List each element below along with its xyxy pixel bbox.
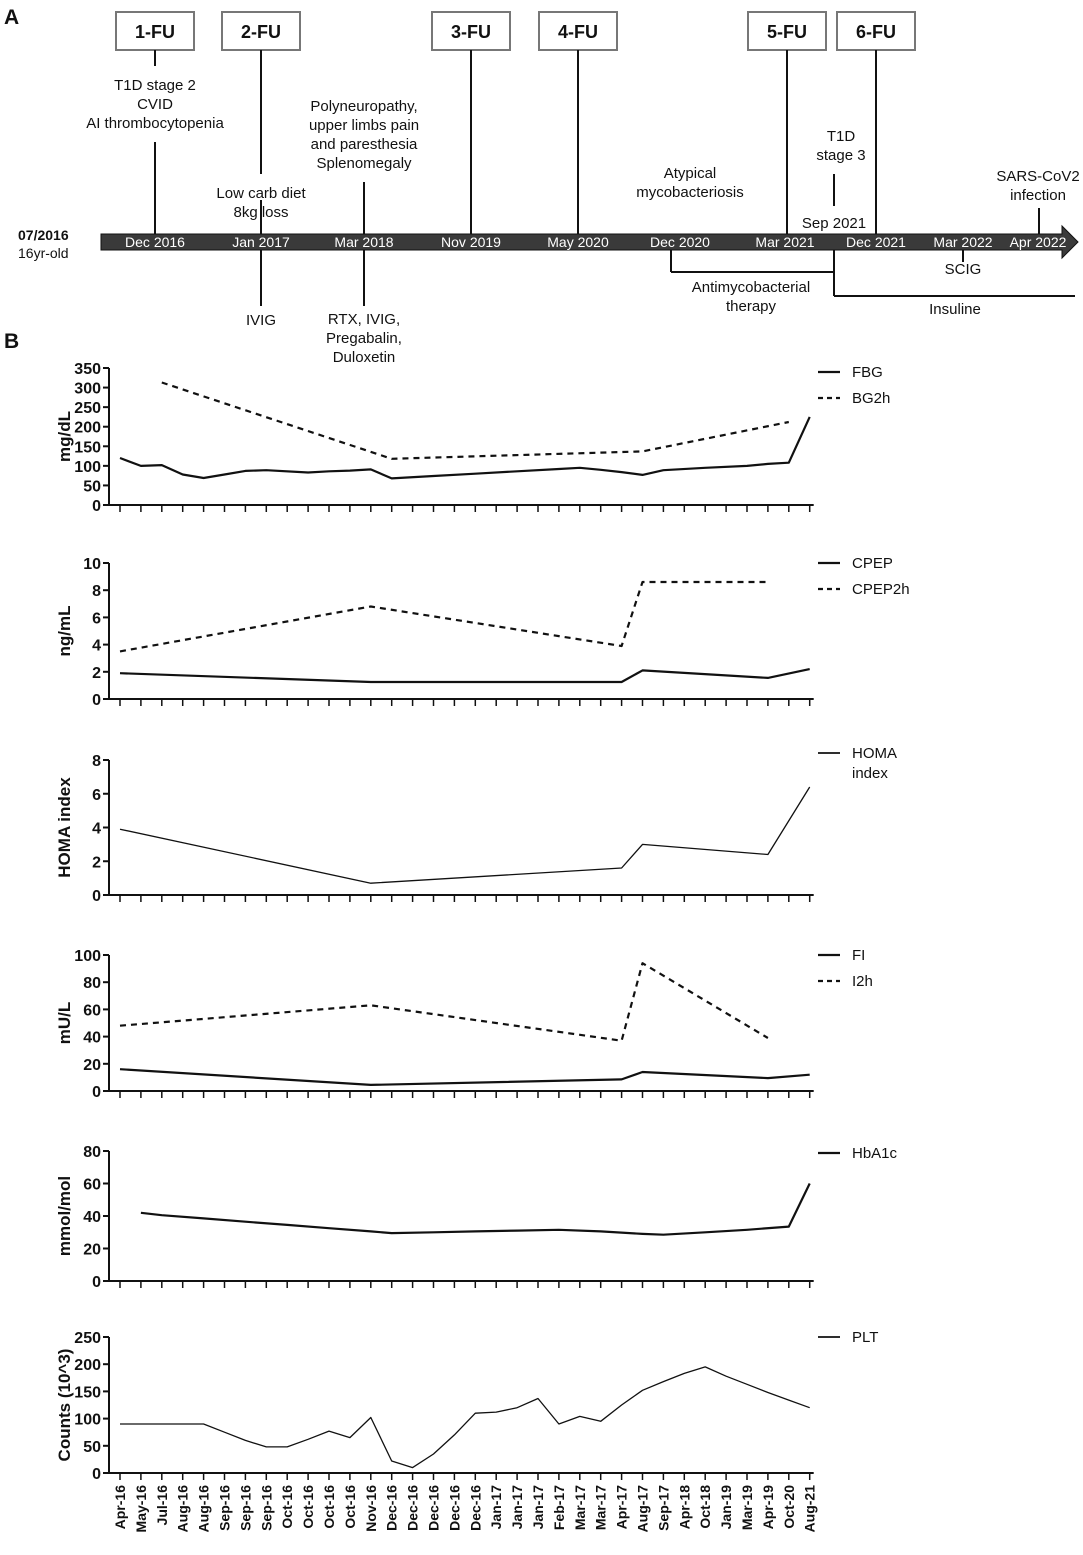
y-tick-label: 20 — [83, 1241, 101, 1259]
x-tick-label: Oct-20 — [780, 1485, 797, 1529]
series-line-cpep — [120, 669, 810, 682]
x-tick-label: Jan-17 — [488, 1485, 505, 1530]
y-tick-label: 200 — [74, 1357, 101, 1375]
event-above-2-line: upper limbs pain — [308, 117, 420, 134]
timeline — [18, 12, 1080, 366]
event-above-4-line: stage 3 — [816, 147, 866, 164]
x-tick-label: May-16 — [132, 1485, 149, 1533]
y-tick-label: 60 — [83, 1176, 101, 1194]
event-below-1-line: Duloxetin — [332, 349, 396, 366]
series-line-homa-index — [120, 787, 810, 883]
event-below-2 — [945, 261, 982, 278]
y-tick-label: 250 — [74, 400, 101, 418]
x-tick-label: Jan-19 — [718, 1485, 735, 1530]
y-tick-label: 2 — [92, 854, 101, 872]
x-tick-label: Sep-16 — [237, 1485, 254, 1531]
timeline-connectors — [155, 50, 1075, 306]
legend-label-part: HOMA — [852, 745, 897, 762]
event-above-3-line: mycobacteriosis — [636, 184, 744, 201]
x-tick-label: Mar-19 — [739, 1485, 755, 1531]
event-above-6-line: infection — [1010, 187, 1066, 204]
followup-label: 6-FU — [856, 22, 896, 42]
x-tick-label: Dec-16 — [446, 1485, 463, 1531]
y-tick-label: 350 — [74, 361, 101, 378]
event-above-2-line: Splenomegaly — [316, 155, 412, 172]
event-above-6-line: SARS-CoV2 — [996, 168, 1080, 185]
therapy-0-line: Antimycobacterial — [691, 279, 811, 296]
chart-5 — [55, 1329, 878, 1532]
chart-1 — [55, 555, 910, 709]
y-tick-label: 100 — [74, 458, 101, 476]
x-tick-label: Mar-17 — [571, 1485, 588, 1531]
y-tick-label: 0 — [92, 888, 101, 905]
legend-label: FBG — [852, 364, 883, 381]
event-below-0-line: IVIG — [245, 312, 277, 329]
legend-label: BG2h — [852, 390, 891, 407]
event-above-0-line: AI thrombocytopenia — [86, 115, 224, 132]
y-tick-label: 40 — [83, 1029, 101, 1047]
y-tick-label: 60 — [83, 1002, 101, 1020]
timeline-date-4: May 2020 — [547, 234, 609, 250]
therapy-0-line: therapy — [725, 298, 777, 315]
followup-label: 4-FU — [558, 22, 598, 42]
chart-3 — [55, 947, 873, 1101]
legend-label-part: index — [852, 765, 888, 782]
event-above-1-line: 8kg loss — [233, 204, 289, 221]
timeline-start-date: 07/2016 — [18, 227, 69, 243]
y-tick-label: 80 — [83, 1144, 101, 1161]
legend-label: CPEP — [852, 555, 893, 572]
y-axis-label: HOMA index — [55, 777, 74, 878]
event-above-1-line: Low carb diet — [216, 185, 306, 202]
x-tick-label: Jan-17 — [530, 1485, 546, 1530]
legend-label — [852, 745, 897, 782]
event-above-3-line: Atypical — [663, 165, 717, 182]
x-tick-label: Apr-18 — [676, 1485, 693, 1530]
y-tick-label: 8 — [92, 583, 101, 601]
followup-box-2 — [222, 12, 300, 50]
event-above-3 — [636, 165, 744, 201]
series-line-cpep2h — [120, 582, 768, 651]
y-axis-label: mg/dL — [55, 411, 74, 462]
x-tick-label: Apr-16 — [112, 1485, 128, 1530]
therapy-1-line: Insuline — [929, 301, 981, 318]
event-above-0-line: CVID — [137, 96, 173, 113]
event-above-4 — [816, 128, 865, 164]
x-tick-label: Oct-16 — [341, 1485, 358, 1529]
x-tick-label: Apr-19 — [759, 1485, 776, 1530]
followup-box-4 — [539, 12, 617, 50]
y-tick-label: 250 — [74, 1330, 101, 1347]
series-line-i2h — [120, 963, 768, 1040]
event-below-0 — [246, 312, 276, 329]
event-below-1-line: Pregabalin, — [326, 330, 402, 347]
event-above-2-line: Polyneuropathy, — [310, 98, 418, 115]
followup-boxes — [116, 12, 915, 50]
chart-0 — [55, 361, 890, 515]
series-line-fbg — [120, 417, 810, 479]
y-tick-label: 200 — [74, 419, 101, 437]
x-tick-label: Aug-21 — [801, 1485, 818, 1533]
x-tick-label: Oct-16 — [300, 1485, 317, 1529]
y-tick-label: 0 — [92, 692, 101, 709]
y-tick-label: 150 — [74, 439, 101, 457]
panel-label-b: B — [4, 330, 20, 353]
series-line-bg2h — [162, 383, 789, 459]
followup-box-1 — [116, 12, 194, 50]
x-tick-label: Dec-16 — [404, 1485, 421, 1531]
followup-box-3 — [432, 12, 510, 50]
x-tick-label: Dec-16 — [467, 1485, 484, 1531]
y-tick-label: 0 — [92, 498, 101, 515]
event-below-1-line: RTX, IVIG, — [327, 311, 401, 328]
x-tick-label: Nov-16 — [362, 1485, 379, 1532]
event-below-2-line: SCIG — [944, 261, 982, 278]
x-tick-label: Aug-16 — [174, 1485, 191, 1533]
series-line-plt — [120, 1367, 810, 1468]
timeline-date-7: Dec 2021 — [846, 234, 906, 250]
therapy-1 — [929, 301, 981, 318]
y-tick-label: 80 — [83, 975, 101, 993]
timeline-events — [86, 77, 1079, 366]
event-above-2 — [309, 98, 419, 172]
x-tick-label: Oct-18 — [697, 1485, 714, 1529]
followup-label: 3-FU — [451, 22, 491, 42]
charts — [55, 361, 910, 1532]
chart-2 — [55, 745, 897, 905]
x-tick-label: Feb-17 — [550, 1485, 567, 1531]
x-tick-label: Oct-16 — [321, 1485, 337, 1529]
y-tick-label: 0 — [92, 1466, 101, 1483]
y-tick-label: 6 — [92, 610, 101, 628]
legend-label: FI — [852, 947, 866, 964]
series-line-fi — [120, 1069, 810, 1085]
timeline-date-6: Mar 2021 — [755, 234, 815, 250]
followup-box-6 — [837, 12, 915, 50]
x-tick-label: Aug-17 — [634, 1485, 651, 1533]
x-tick-label: Aug-16 — [195, 1485, 212, 1533]
event-above-6 — [996, 168, 1079, 204]
x-tick-label: Jan-17 — [509, 1485, 526, 1530]
y-tick-label: 8 — [92, 753, 101, 770]
legend-label: I2h — [852, 973, 873, 990]
followup-box-5 — [748, 12, 826, 50]
legend-label: PLT — [852, 1329, 879, 1346]
timeline-date-8: Mar 2022 — [933, 234, 993, 250]
y-tick-label: 4 — [92, 820, 101, 838]
event-above-0-line: T1D stage 2 — [114, 77, 196, 94]
event-above-5 — [802, 215, 866, 232]
timeline-date-2: Mar 2018 — [334, 234, 394, 250]
y-tick-label: 40 — [83, 1209, 101, 1226]
x-tick-label: Dec-16 — [383, 1485, 400, 1531]
x-tick-label: Sep-16 — [216, 1485, 233, 1531]
y-tick-label: 2 — [92, 664, 101, 682]
followup-label: 1-FU — [135, 22, 175, 42]
y-tick-label: 50 — [83, 478, 101, 496]
event-above-5-line: Sep 2021 — [801, 215, 867, 232]
panel-label-a: A — [4, 6, 20, 29]
event-below-1 — [326, 311, 402, 366]
y-tick-label: 150 — [74, 1384, 101, 1402]
y-tick-label: 300 — [74, 380, 101, 398]
x-tick-label: Mar-17 — [592, 1485, 609, 1531]
legend-label: CPEP2h — [852, 581, 910, 598]
followup-label: 2-FU — [241, 22, 281, 42]
x-tick-label: Sep-16 — [258, 1485, 275, 1531]
event-above-0 — [86, 77, 224, 132]
y-tick-label: 4 — [92, 637, 101, 655]
x-tick-label: Oct-16 — [279, 1485, 296, 1529]
x-tick-label: Dec-16 — [425, 1485, 442, 1531]
timeline-date-5: Dec 2020 — [650, 234, 710, 250]
y-tick-label: 6 — [92, 786, 101, 804]
timeline-date-3: Nov 2019 — [441, 234, 501, 250]
y-tick-label: 0 — [92, 1084, 101, 1101]
followup-label: 5-FU — [767, 22, 807, 42]
therapy-0 — [692, 279, 810, 315]
y-axis-label: mU/L — [55, 1001, 74, 1045]
y-axis-label: ng/mL — [55, 605, 74, 657]
series-line-hba1c — [141, 1184, 810, 1235]
event-above-2-line: and paresthesia — [310, 136, 418, 153]
x-tick-label: Jul-16 — [153, 1485, 170, 1526]
timeline-date-1: Jan 2017 — [232, 234, 290, 250]
y-tick-label: 0 — [92, 1274, 101, 1291]
timeline-date-9: Apr 2022 — [1009, 234, 1067, 250]
y-tick-label: 100 — [74, 1411, 101, 1429]
event-above-4-line: T1D — [826, 128, 856, 145]
y-tick-label: 20 — [83, 1056, 101, 1074]
y-tick-label: 100 — [74, 948, 101, 965]
timeline-date-0: Dec 2016 — [125, 234, 185, 250]
y-axis-label: Counts (10^3) — [55, 1348, 74, 1462]
chart-4 — [55, 1144, 898, 1291]
y-axis-label: mmol/mol — [55, 1175, 74, 1257]
y-tick-label: 10 — [83, 556, 101, 573]
timeline-start-age: 16yr-old — [18, 245, 69, 261]
y-tick-label: 50 — [83, 1438, 101, 1456]
x-tick-label: Apr-17 — [613, 1485, 630, 1530]
legend-label: HbA1c — [852, 1145, 898, 1162]
x-tick-label: Sep-17 — [655, 1485, 672, 1531]
